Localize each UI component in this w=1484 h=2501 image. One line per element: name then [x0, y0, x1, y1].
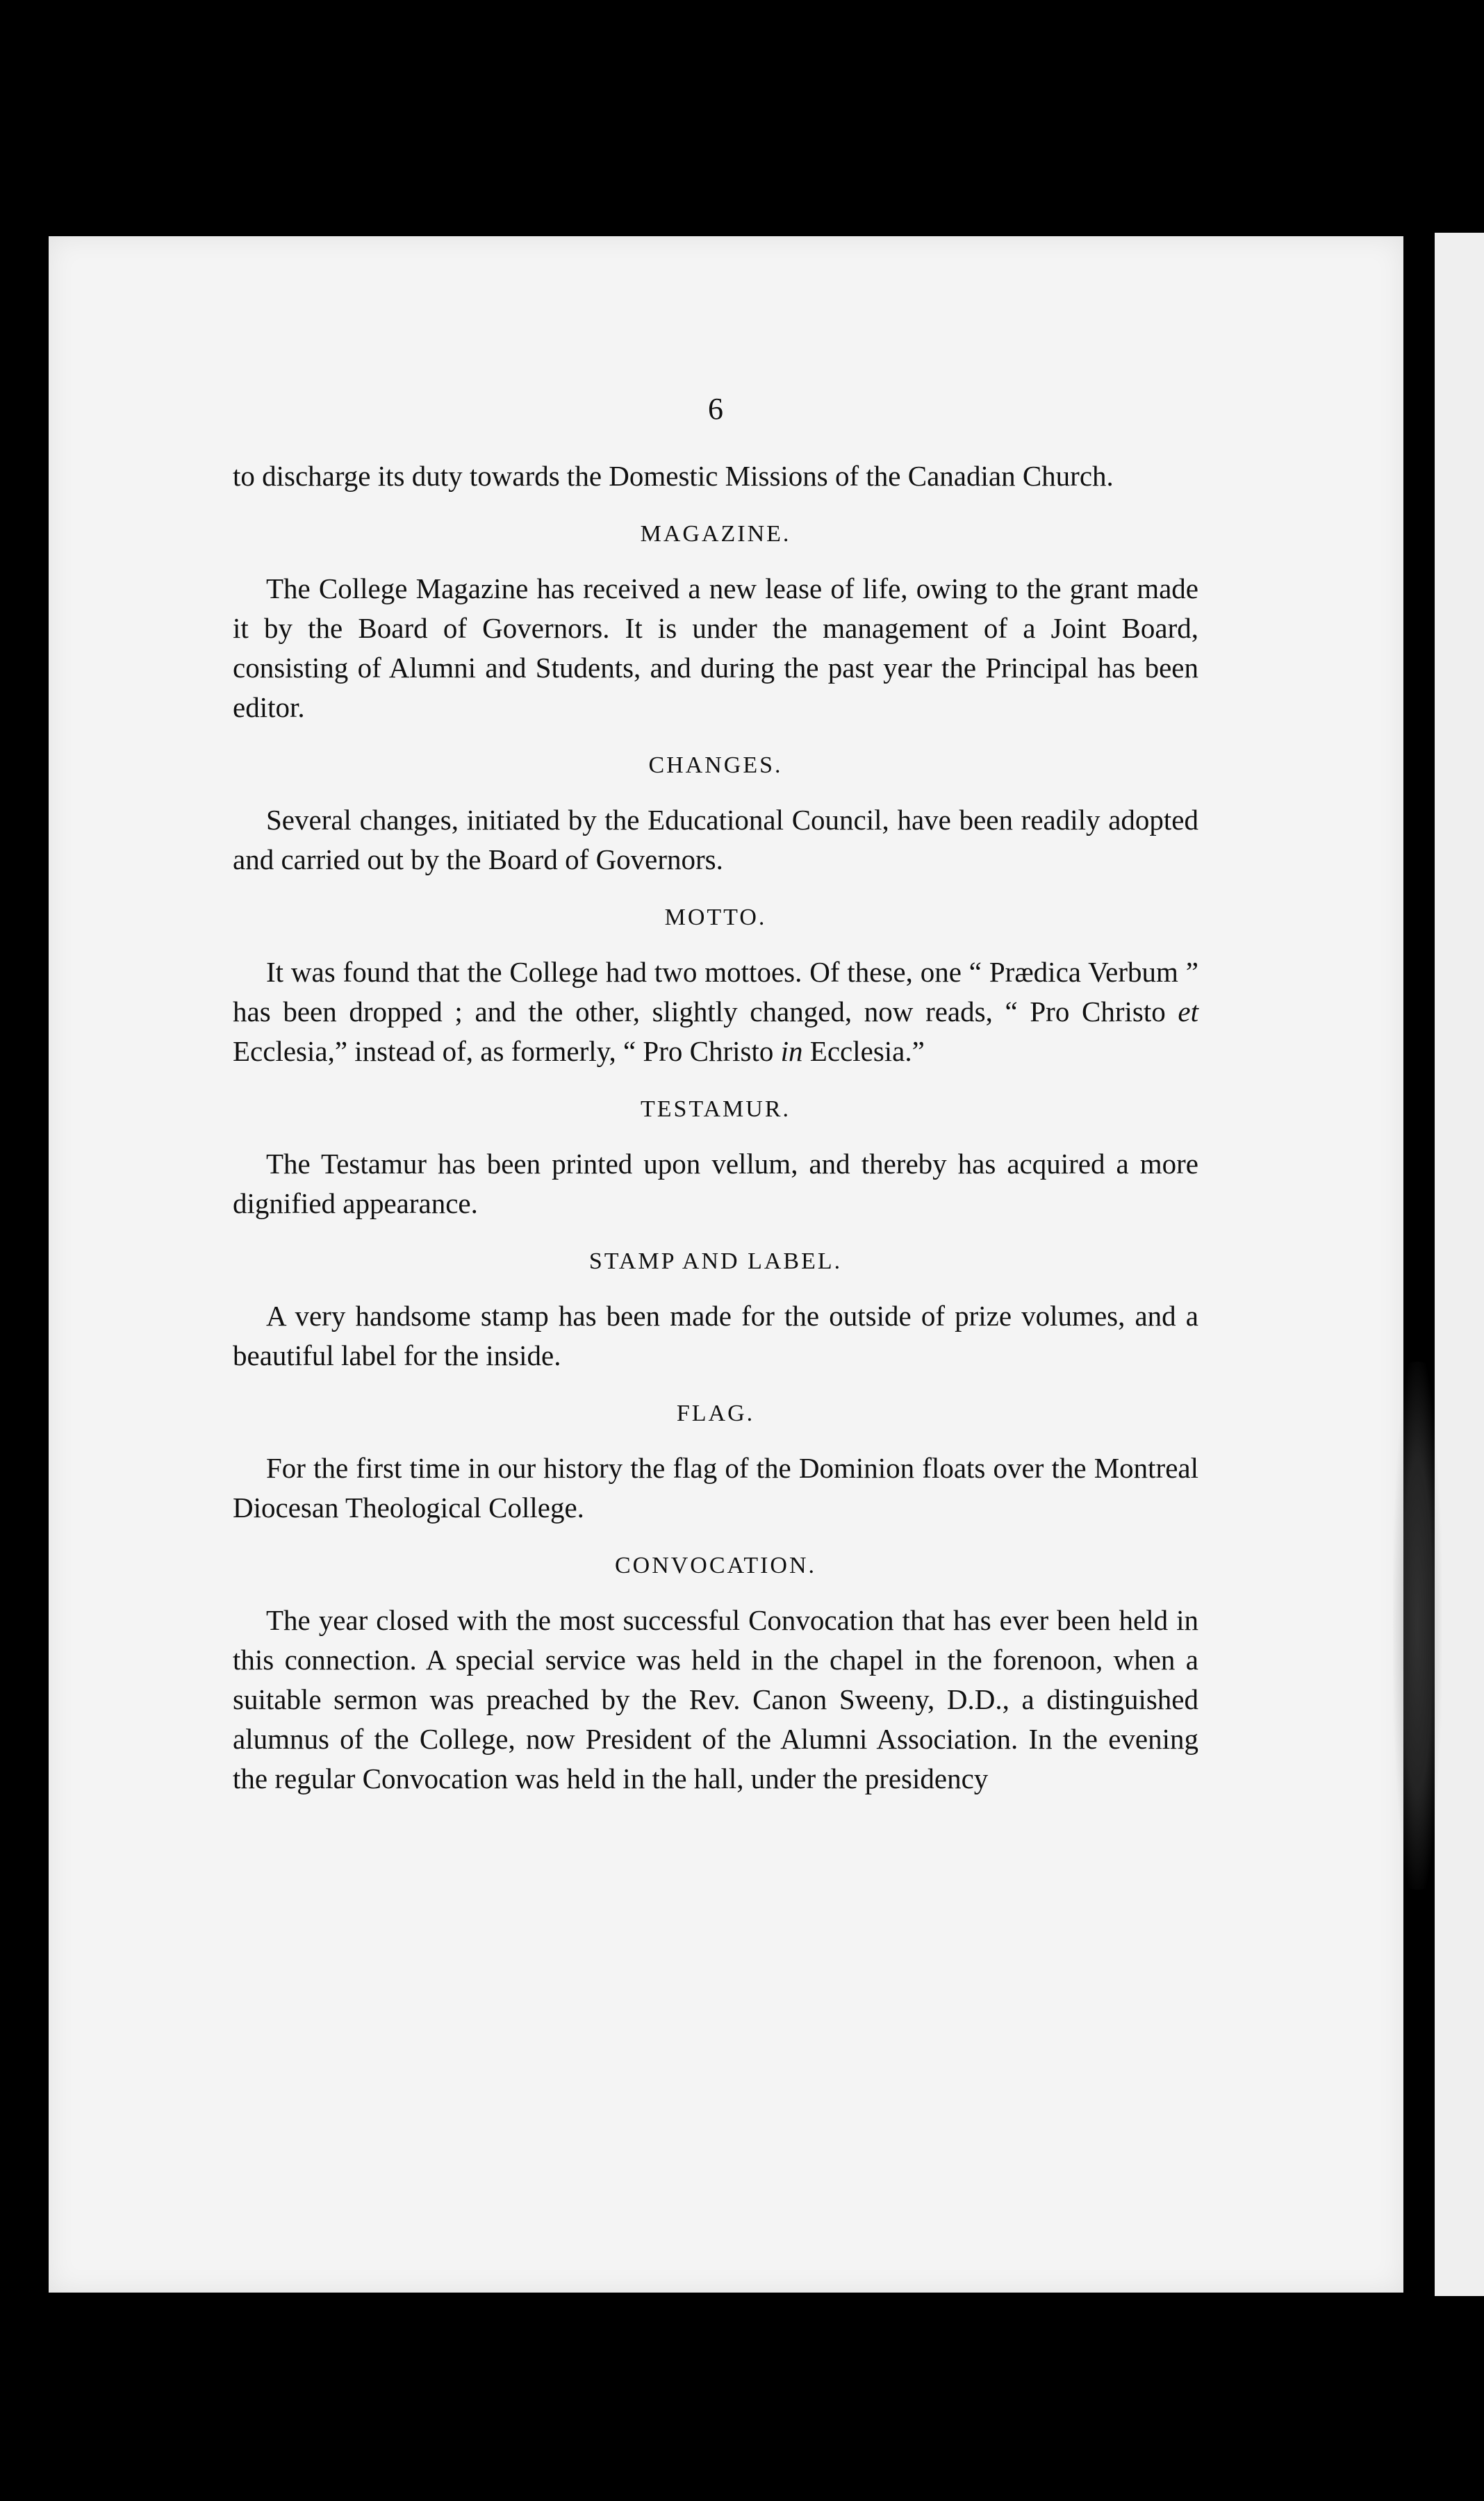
- facing-page-edge: [1435, 233, 1484, 2296]
- heading-stamp-and-label: STAMP AND LABEL.: [588, 1248, 843, 1274]
- motto-text-1: It was found that the College had two mottoes. Of these, one “ Prædica Verbum ” has been dropped ; and the other, slightly changed, now reads, “ Pro Christo: [233, 956, 1198, 1027]
- paragraph-changes: Several changes, initiated by the Educational Council, have been readily adopted and carried out by the Board of Governors.: [233, 804, 1198, 875]
- heading-changes: CHANGES.: [648, 752, 783, 778]
- paragraph-stamp-and-label: A very handsome stamp has been made for the outside of prize volumes, and a beautiful label for the inside.: [233, 1300, 1198, 1371]
- paragraph-motto: [233, 952, 1198, 1071]
- page-stain: [1393, 1362, 1442, 1890]
- paragraph-convocation: The year closed with the most successful Convocation that has ever been held in this connection. A special service was held in the chapel in the forenoon, when a suitable sermon was preached by the Rev. Canon Sweeny, D.D., a distinguished alumnus of the College, now President of the Alumni Association. In the evening the regular Convocation was held in the hall, under the presidency: [233, 1604, 1198, 1794]
- paragraph-magazine: The College Magazine has received a new lease of life, owing to the grant made it by the Board of Governors. It is under the management of a Joint Board, consisting of Alumni and Students, and during the past year the Principal has been editor.: [233, 572, 1198, 723]
- page-number: 6: [708, 392, 723, 426]
- heading-flag: FLAG.: [676, 1401, 755, 1426]
- motto-text-3: Ecclesia.”: [802, 1035, 925, 1067]
- motto-text-2: Ecclesia,” instead of, as formerly, “ Pro Christo: [233, 1035, 781, 1067]
- heading-convocation: CONVOCATION.: [614, 1553, 817, 1578]
- paragraph-testamur: The Testamur has been printed upon vellum, and thereby has acquired a more dignified appearance.: [233, 1148, 1198, 1219]
- heading-motto: MOTTO.: [664, 905, 767, 930]
- heading-magazine: MAGAZINE.: [640, 521, 791, 547]
- motto-italic-et: et: [1178, 996, 1198, 1027]
- page-text: [233, 389, 1198, 1799]
- heading-testamur: TESTAMUR.: [640, 1096, 791, 1122]
- intro-paragraph: to discharge its duty towards the Domestic Missions of the Canadian Church.: [233, 460, 1114, 492]
- paragraph-flag: For the first time in our history the flag of the Dominion floats over the Montreal Diocesan Theological College.: [233, 1452, 1198, 1524]
- motto-italic-in: in: [780, 1035, 803, 1067]
